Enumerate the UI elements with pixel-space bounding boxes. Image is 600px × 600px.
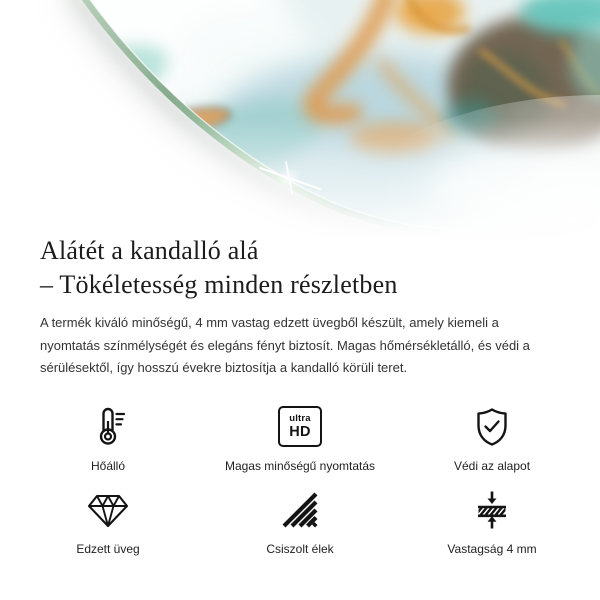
feature-label: Hőálló bbox=[90, 458, 126, 473]
thickness-icon bbox=[470, 487, 514, 533]
title-line-2: – Tökéletesség minden részletben bbox=[40, 270, 398, 299]
feature-label: Vastagság 4 mm bbox=[447, 541, 537, 556]
feature-label: Edzett üveg bbox=[76, 541, 140, 556]
product-photo bbox=[0, 0, 600, 240]
feature-label: Csiszolt élek bbox=[266, 541, 334, 556]
diamond-icon bbox=[85, 487, 131, 533]
page-title bbox=[40, 234, 560, 302]
feature-polished-edges bbox=[204, 487, 396, 556]
polished-edges-icon bbox=[278, 487, 322, 533]
feature-label: Magas minőségű nyomtatás bbox=[224, 458, 376, 473]
feature-protects-base bbox=[396, 404, 588, 473]
feature-label: Védi az alapot bbox=[453, 458, 531, 473]
product-description-section bbox=[0, 236, 600, 556]
round-glass-mat-image bbox=[0, 0, 600, 240]
feature-grid bbox=[12, 404, 588, 556]
feature-heat-resistant bbox=[12, 404, 204, 473]
product-description-text: A termék kiváló minőségű, 4 mm vastag edzett üvegből készült, amely kiemeli a nyomtatás színmélységét és elegáns fényt biztosít. Magas hőmérsékletálló, és védi a sérülésektől, így hosszú évekre biztosítja a kandalló körüli teret. bbox=[40, 315, 530, 375]
ultra-hd-badge-bottom: HD bbox=[289, 423, 311, 440]
shield-check-icon bbox=[470, 404, 514, 450]
feature-thickness-4mm bbox=[396, 487, 588, 556]
thermometer-icon bbox=[86, 404, 130, 450]
feature-tempered-glass bbox=[12, 487, 204, 556]
title-line-1: Alátét a kandalló alá bbox=[40, 236, 259, 265]
feature-ultra-hd-print bbox=[204, 404, 396, 473]
ultra-hd-icon bbox=[278, 404, 322, 450]
ultra-hd-badge-top: ultra bbox=[289, 413, 311, 424]
